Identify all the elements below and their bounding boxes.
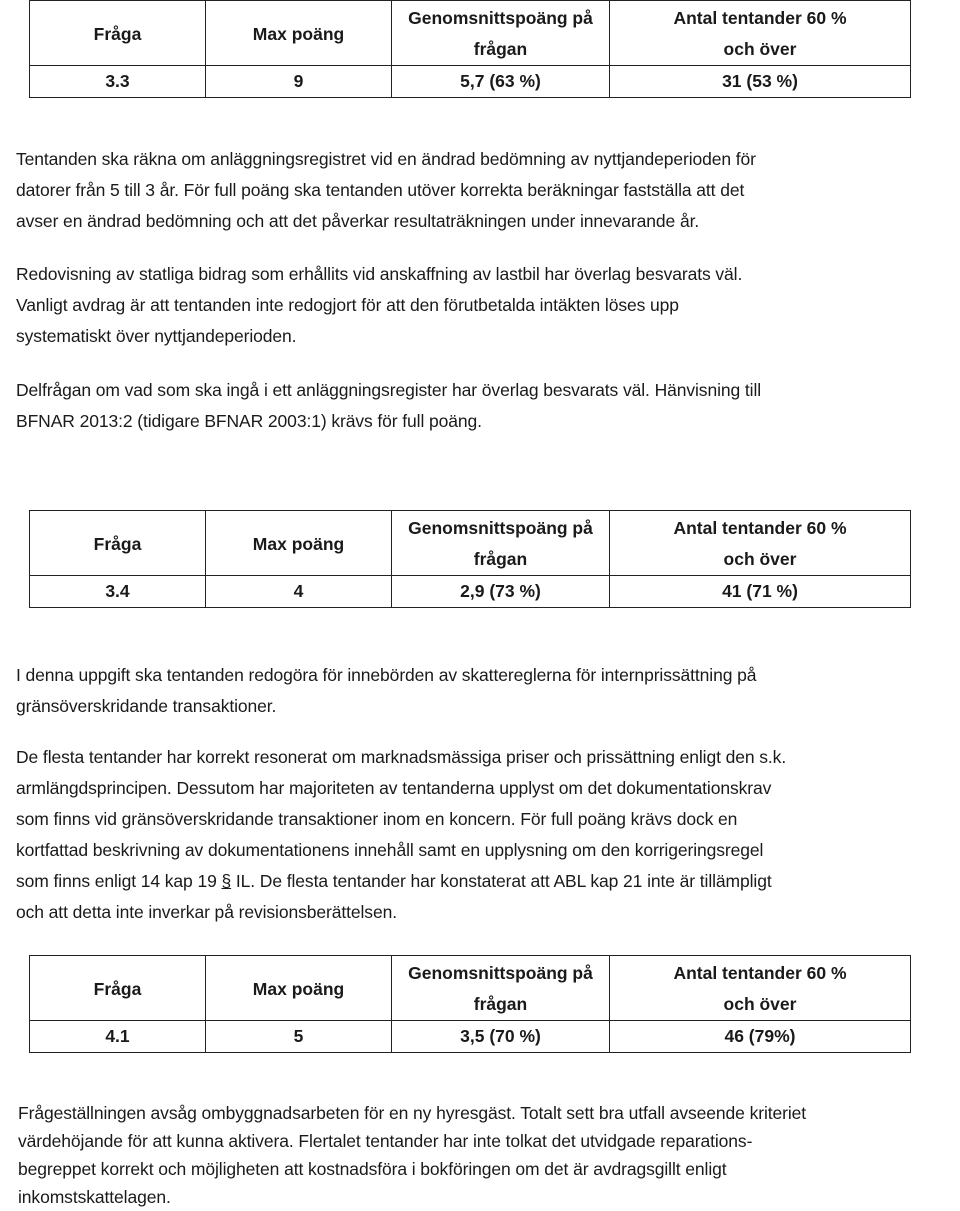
text-line: begreppet korrekt och möjligheten att kostnadsföra i bokföringen om det är avdragsgillt enligt <box>18 1159 727 1179</box>
table-row <box>30 66 911 98</box>
header-question: Fråga <box>30 511 206 576</box>
text-line: som finns vid gränsöverskridande transaktioner inom en koncern. För full poäng krävs dock en <box>16 809 738 829</box>
text-line: kortfattad beskrivning av dokumentationens innehåll samt en upplysning om den korrigeringsregel <box>16 840 764 860</box>
cell-max-points: 5 <box>206 1021 392 1053</box>
text-line: inkomstskattelagen. <box>18 1187 171 1207</box>
text-line <box>16 866 946 897</box>
header-average: Genomsnittspoäng på frågan <box>392 956 610 1021</box>
text-segment: som finns enligt 14 kap 19 <box>16 871 222 891</box>
header-average: Genomsnittspoäng på frågan <box>392 1 610 66</box>
paragraph-renovation <box>18 1099 960 1211</box>
cell-average: 3,5 (70 %) <box>392 1021 610 1053</box>
header-question: Fråga <box>30 1 206 66</box>
text-line: armlängdsprincipen. Dessutom har majoriteten av tentanderna upplyst om det dokumentationskrav <box>16 778 772 798</box>
text-line: Tentanden ska räkna om anläggningsregistret vid en ändrad bedömning av nyttjandeperioden för <box>16 149 756 169</box>
table-header-row <box>30 511 911 576</box>
paragraph-transfer-pricing <box>16 660 946 722</box>
result-table-3-3 <box>29 0 911 98</box>
cell-average: 5,7 (63 %) <box>392 66 610 98</box>
header-max-points: Max poäng <box>206 511 392 576</box>
paragraph-arms-length <box>16 742 946 928</box>
text-line: gränsöverskridande transaktioner. <box>16 696 277 716</box>
section-symbol: § <box>221 871 232 891</box>
table-row <box>30 1021 911 1053</box>
header-max-points: Max poäng <box>206 956 392 1021</box>
paragraph-asset-register <box>16 144 946 237</box>
header-candidates: Antal tentander 60 % och över <box>610 511 911 576</box>
cell-question: 3.3 <box>30 66 206 98</box>
paragraph-government-grants <box>16 259 946 352</box>
text-line: värdehöjande för att kunna aktivera. Flertalet tentander har inte tolkat det utvidgade reparations- <box>18 1131 753 1151</box>
header-question: Fråga <box>30 956 206 1021</box>
table-row <box>30 576 911 608</box>
cell-candidates: 41 (71 %) <box>610 576 911 608</box>
cell-candidates: 46 (79%) <box>610 1021 911 1053</box>
text-line: De flesta tentander har korrekt resonerat om marknadsmässiga priser och prissättning enligt den s.k. <box>16 747 787 767</box>
result-table-3-4 <box>29 510 911 608</box>
text-line: Vanligt avdrag är att tentanden inte redogjort för att den förutbetalda intäkten löses upp <box>16 295 679 315</box>
cell-max-points: 9 <box>206 66 392 98</box>
table-header-row <box>30 1 911 66</box>
result-table-4-1 <box>29 955 911 1053</box>
paragraph-register-contents <box>16 375 946 437</box>
cell-question: 4.1 <box>30 1021 206 1053</box>
text-line: BFNAR 2013:2 (tidigare BFNAR 2003:1) krävs för full poäng. <box>16 411 482 431</box>
text-line: datorer från 5 till 3 år. För full poäng ska tentanden utöver korrekta beräkningar fastställa att det <box>16 180 745 200</box>
text-line: och att detta inte inverkar på revisionsberättelsen. <box>16 902 397 922</box>
cell-question: 3.4 <box>30 576 206 608</box>
text-segment: IL. De flesta tentander har konstaterat att ABL kap 21 inte är tillämpligt <box>231 871 772 891</box>
text-line: I denna uppgift ska tentanden redogöra för innebörden av skattereglerna för internprissättning på <box>16 665 757 685</box>
header-max-points: Max poäng <box>206 1 392 66</box>
text-line: avser en ändrad bedömning och att det påverkar resultaträkningen under innevarande år. <box>16 211 700 231</box>
cell-max-points: 4 <box>206 576 392 608</box>
header-candidates: Antal tentander 60 % och över <box>610 956 911 1021</box>
text-line: Redovisning av statliga bidrag som erhållits vid anskaffning av lastbil har överlag besvarats väl. <box>16 264 743 284</box>
header-average: Genomsnittspoäng på frågan <box>392 511 610 576</box>
cell-candidates: 31 (53 %) <box>610 66 911 98</box>
table-header-row <box>30 956 911 1021</box>
cell-average: 2,9 (73 %) <box>392 576 610 608</box>
text-line: Delfrågan om vad som ska ingå i ett anläggningsregister har överlag besvarats väl. Hänvisning till <box>16 380 762 400</box>
text-line: Frågeställningen avsåg ombyggnadsarbeten för en ny hyresgäst. Totalt sett bra utfall avseende kriteriet <box>18 1103 807 1123</box>
text-line: systematiskt över nyttjandeperioden. <box>16 326 297 346</box>
header-candidates: Antal tentander 60 % och över <box>610 1 911 66</box>
